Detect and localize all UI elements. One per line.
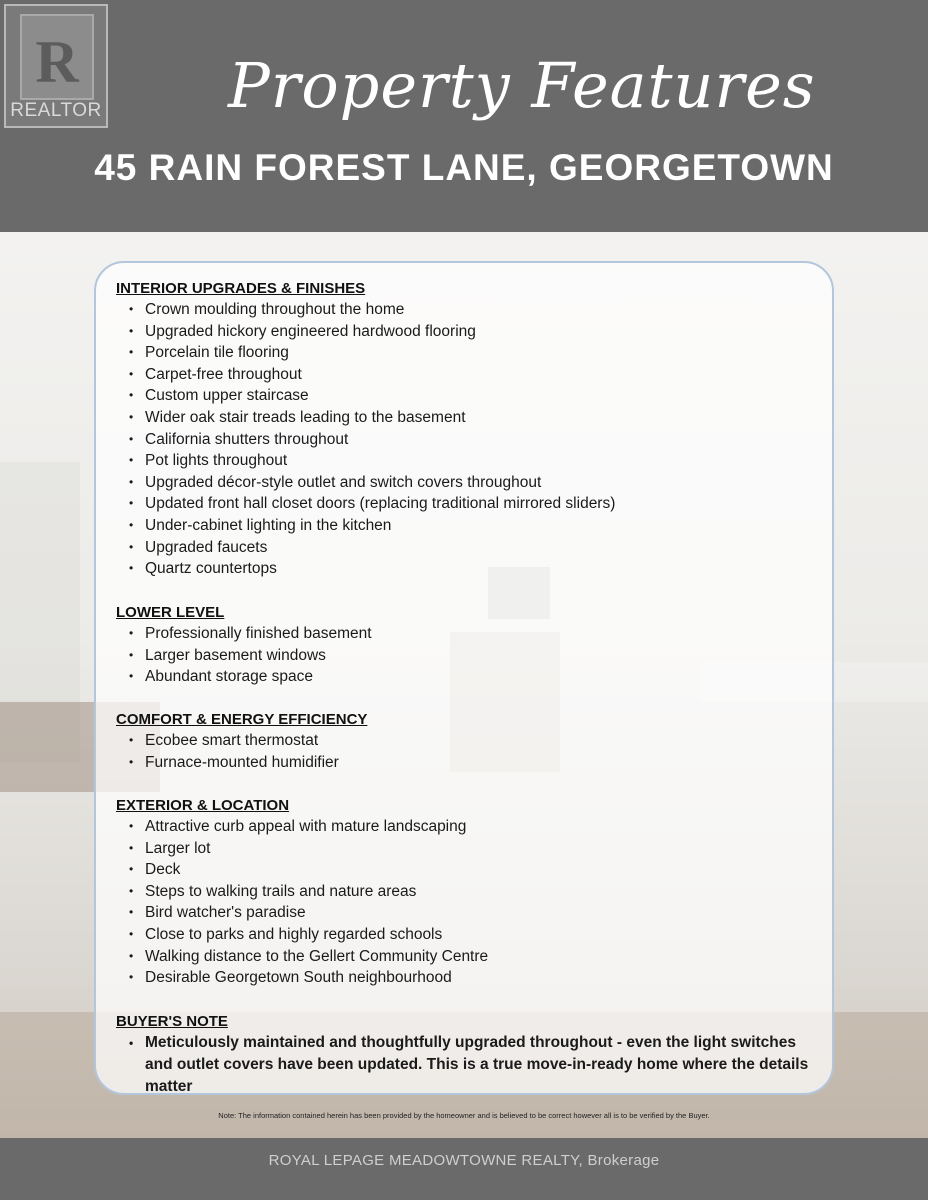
page-title: Property Features [228, 49, 816, 122]
header-band [0, 0, 928, 232]
list-item: • Crown moulding throughout the home [116, 299, 826, 321]
feature-list [116, 1032, 816, 1098]
list-item: • Pot lights throughout [116, 450, 826, 472]
list-item: • Professionally finished basement [116, 623, 826, 645]
list-item: • Furnace-mounted humidifier [116, 752, 826, 774]
list-item: • Custom upper staircase [116, 385, 826, 407]
realtor-r-letter: R [35, 29, 79, 95]
list-item: • Carpet-free throughout [116, 364, 826, 386]
section-title: BUYER'S NOTE [116, 1013, 228, 1030]
section-title: LOWER LEVEL [116, 604, 225, 621]
list-item: • Desirable Georgetown South neighbourhood [116, 967, 826, 989]
section-title: COMFORT & ENERGY EFFICIENCY [116, 711, 368, 728]
realtor-r-mark [20, 14, 94, 100]
list-item: • Walking distance to the Gellert Community Centre [116, 946, 826, 968]
feature-list [116, 730, 826, 773]
list-item: • Porcelain tile flooring [116, 342, 826, 364]
section-title: INTERIOR UPGRADES & FINISHES [116, 280, 366, 297]
list-item: • Upgraded hickory engineered hardwood flooring [116, 321, 826, 343]
list-item: • Upgraded faucets [116, 537, 826, 559]
section-exterior [116, 796, 826, 989]
section-interior [116, 279, 826, 580]
section-title: EXTERIOR & LOCATION [116, 797, 290, 814]
list-item: • Upgraded décor-style outlet and switch covers throughout [116, 472, 826, 494]
footer-band [0, 1138, 928, 1200]
list-item: • Wider oak stair treads leading to the basement [116, 407, 826, 429]
list-item: • California shutters throughout [116, 429, 826, 451]
feature-list [116, 623, 826, 688]
list-item: • Ecobee smart thermostat [116, 730, 826, 752]
realtor-logo-word: REALTOR [10, 100, 102, 121]
list-item: • Abundant storage space [116, 666, 826, 688]
list-item: • Close to parks and highly regarded schools [116, 924, 826, 946]
feature-list [116, 299, 826, 580]
list-item: • Bird watcher's paradise [116, 902, 826, 924]
section-comfort [116, 710, 826, 773]
list-item: • Larger lot [116, 838, 826, 860]
list-item: • Attractive curb appeal with mature landscaping [116, 816, 826, 838]
list-item: • Larger basement windows [116, 645, 826, 667]
list-item: • Quartz countertops [116, 558, 826, 580]
property-address: 45 RAIN FOREST LANE, GEORGETOWN [94, 147, 834, 188]
section-lower-level [116, 603, 826, 688]
feature-list [116, 816, 826, 989]
brokerage-name: ROYAL LEPAGE MEADOWTOWNE REALTY, Brokerage [268, 1152, 660, 1169]
list-item: • Updated front hall closet doors (replacing traditional mirrored sliders) [116, 493, 826, 515]
list-item: • Meticulously maintained and thoughtfully upgraded throughout - even the light switches and outlet covers have been updated. This is a true move-in-ready home where the details matter [116, 1032, 816, 1098]
list-item: • Steps to walking trails and nature areas [116, 881, 826, 903]
realtor-logo [4, 4, 108, 128]
list-item: • Under-cabinet lighting in the kitchen [116, 515, 826, 537]
list-item: • Deck [116, 859, 826, 881]
section-buyers-note [116, 1012, 816, 1098]
disclaimer-note: Note: The information contained herein has been provided by the homeowner and is believed to be correct however all is to be verified by the Buyer. [218, 1111, 710, 1120]
